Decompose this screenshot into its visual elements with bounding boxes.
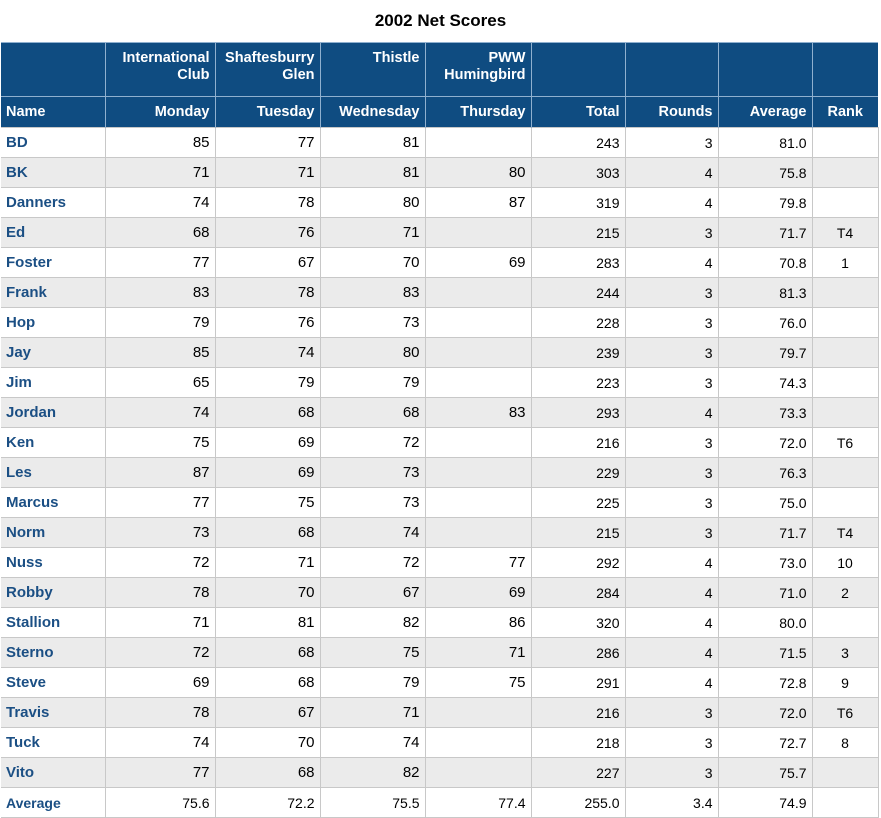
cell-tuesday: 74	[215, 338, 320, 368]
cell-wednesday: 73	[320, 308, 425, 338]
cell-rank	[812, 128, 878, 158]
cell-rank	[812, 188, 878, 218]
cell-average: 81.3	[718, 278, 812, 308]
cell-thursday	[425, 488, 531, 518]
cell-thursday: 71	[425, 638, 531, 668]
cell-rounds: 3	[625, 518, 718, 548]
cell-total: 303	[531, 158, 625, 188]
cell-name: Jordan	[1, 398, 105, 428]
table-row	[1, 518, 878, 548]
cell-monday: 85	[105, 128, 215, 158]
cell-wednesday: 79	[320, 668, 425, 698]
cell-thursday	[425, 428, 531, 458]
cell-total: 223	[531, 368, 625, 398]
table-row	[1, 458, 878, 488]
cell-rank: T6	[812, 428, 878, 458]
cell-tuesday: 78	[215, 278, 320, 308]
cell-total: 218	[531, 728, 625, 758]
cell-tuesday: 71	[215, 158, 320, 188]
table-row	[1, 698, 878, 728]
course-header-international-club: International Club	[105, 43, 215, 97]
cell-average: 79.8	[718, 188, 812, 218]
cell-wednesday: 72	[320, 548, 425, 578]
cell-thursday: 75	[425, 668, 531, 698]
cell-average: 80.0	[718, 608, 812, 638]
cell-thursday	[425, 338, 531, 368]
cell-monday: 65	[105, 368, 215, 398]
cell-wednesday: 68	[320, 398, 425, 428]
cell-rounds: 4	[625, 398, 718, 428]
cell-average: 75.8	[718, 158, 812, 188]
cell-rounds: 3	[625, 698, 718, 728]
cell-monday: 68	[105, 218, 215, 248]
cell-wednesday: 73	[320, 488, 425, 518]
cell-rounds: 4	[625, 578, 718, 608]
cell-monday: 78	[105, 698, 215, 728]
cell-total: 239	[531, 338, 625, 368]
average-row	[1, 788, 878, 818]
cell-thursday	[425, 128, 531, 158]
cell-rounds: 3	[625, 458, 718, 488]
cell-rank	[812, 788, 878, 818]
cell-rounds: 3	[625, 368, 718, 398]
cell-rounds: 4	[625, 638, 718, 668]
column-header-monday: Monday	[105, 97, 215, 128]
cell-rank: 2	[812, 578, 878, 608]
cell-rank	[812, 368, 878, 398]
cell-wednesday: 73	[320, 458, 425, 488]
cell-monday: 74	[105, 728, 215, 758]
course-header-row	[1, 43, 878, 97]
table-row	[1, 338, 878, 368]
cell-rounds: 4	[625, 248, 718, 278]
cell-total: 293	[531, 398, 625, 428]
cell-total: 291	[531, 668, 625, 698]
column-header-tuesday: Tuesday	[215, 97, 320, 128]
cell-rank	[812, 758, 878, 788]
cell-monday: 77	[105, 488, 215, 518]
cell-wednesday: 81	[320, 128, 425, 158]
cell-rounds: 3	[625, 728, 718, 758]
cell-tuesday: 71	[215, 548, 320, 578]
table-row	[1, 248, 878, 278]
cell-rounds: 4	[625, 668, 718, 698]
cell-tuesday: 69	[215, 458, 320, 488]
course-header-blank	[625, 43, 718, 97]
scores-table	[1, 42, 879, 818]
cell-rank: T4	[812, 518, 878, 548]
cell-average: 75.7	[718, 758, 812, 788]
cell-monday: 71	[105, 608, 215, 638]
cell-name: Tuck	[1, 728, 105, 758]
cell-name: Jay	[1, 338, 105, 368]
cell-rank	[812, 398, 878, 428]
cell-rank: T6	[812, 698, 878, 728]
cell-thursday	[425, 728, 531, 758]
cell-average: 74.3	[718, 368, 812, 398]
cell-average: 76.0	[718, 308, 812, 338]
course-header-blank	[1, 43, 105, 97]
cell-total: 216	[531, 698, 625, 728]
cell-thursday	[425, 758, 531, 788]
table-row	[1, 668, 878, 698]
cell-monday: 71	[105, 158, 215, 188]
cell-average: 71.5	[718, 638, 812, 668]
cell-thursday	[425, 278, 531, 308]
cell-name: Steve	[1, 668, 105, 698]
cell-wednesday: 79	[320, 368, 425, 398]
cell-name: Travis	[1, 698, 105, 728]
cell-name: Stallion	[1, 608, 105, 638]
cell-name: Frank	[1, 278, 105, 308]
cell-thursday	[425, 308, 531, 338]
cell-average: 72.8	[718, 668, 812, 698]
cell-tuesday: 68	[215, 758, 320, 788]
cell-wednesday: 70	[320, 248, 425, 278]
cell-rank: 3	[812, 638, 878, 668]
cell-rank	[812, 278, 878, 308]
table-row	[1, 158, 878, 188]
cell-total: 244	[531, 278, 625, 308]
cell-rounds: 3.4	[625, 788, 718, 818]
table-row	[1, 578, 878, 608]
cell-name: Norm	[1, 518, 105, 548]
cell-name: Danners	[1, 188, 105, 218]
cell-rounds: 3	[625, 278, 718, 308]
table-row	[1, 608, 878, 638]
cell-total: 229	[531, 458, 625, 488]
table-row	[1, 488, 878, 518]
cell-rounds: 4	[625, 548, 718, 578]
cell-rank	[812, 338, 878, 368]
cell-monday: 83	[105, 278, 215, 308]
cell-wednesday: 82	[320, 608, 425, 638]
cell-average: 73.3	[718, 398, 812, 428]
cell-rounds: 4	[625, 608, 718, 638]
cell-name: BD	[1, 128, 105, 158]
column-header-rank: Rank	[812, 97, 878, 128]
cell-rank	[812, 308, 878, 338]
cell-monday: 75.6	[105, 788, 215, 818]
cell-average: 71.7	[718, 518, 812, 548]
page-title: 2002 Net Scores	[374, 11, 507, 30]
cell-tuesday: 69	[215, 428, 320, 458]
cell-rank	[812, 608, 878, 638]
column-header-row	[1, 97, 878, 128]
cell-rounds: 3	[625, 308, 718, 338]
cell-average: 72.7	[718, 728, 812, 758]
table-row	[1, 758, 878, 788]
column-header-thursday: Thursday	[425, 97, 531, 128]
table-row	[1, 368, 878, 398]
cell-tuesday: 77	[215, 128, 320, 158]
cell-average: 72.0	[718, 698, 812, 728]
cell-name: Robby	[1, 578, 105, 608]
cell-total: 225	[531, 488, 625, 518]
cell-monday: 72	[105, 548, 215, 578]
cell-tuesday: 78	[215, 188, 320, 218]
table-row	[1, 728, 878, 758]
cell-rounds: 3	[625, 128, 718, 158]
cell-monday: 87	[105, 458, 215, 488]
cell-thursday	[425, 368, 531, 398]
cell-rounds: 4	[625, 188, 718, 218]
cell-name: Foster	[1, 248, 105, 278]
cell-total: 215	[531, 518, 625, 548]
cell-wednesday: 75	[320, 638, 425, 668]
cell-tuesday: 67	[215, 248, 320, 278]
cell-thursday: 69	[425, 248, 531, 278]
cell-monday: 72	[105, 638, 215, 668]
cell-wednesday: 83	[320, 278, 425, 308]
cell-thursday: 87	[425, 188, 531, 218]
cell-wednesday: 71	[320, 218, 425, 248]
cell-wednesday: 81	[320, 158, 425, 188]
cell-monday: 74	[105, 188, 215, 218]
cell-tuesday: 79	[215, 368, 320, 398]
cell-total: 227	[531, 758, 625, 788]
cell-rounds: 3	[625, 428, 718, 458]
cell-average: 70.8	[718, 248, 812, 278]
cell-name: Hop	[1, 308, 105, 338]
cell-total: 215	[531, 218, 625, 248]
cell-tuesday: 70	[215, 578, 320, 608]
cell-monday: 75	[105, 428, 215, 458]
cell-rounds: 4	[625, 158, 718, 188]
cell-wednesday: 80	[320, 338, 425, 368]
cell-average: 81.0	[718, 128, 812, 158]
cell-thursday: 83	[425, 398, 531, 428]
cell-tuesday: 76	[215, 218, 320, 248]
table-row	[1, 218, 878, 248]
table-row	[1, 398, 878, 428]
cell-wednesday: 74	[320, 728, 425, 758]
cell-tuesday: 67	[215, 698, 320, 728]
cell-monday: 77	[105, 248, 215, 278]
cell-monday: 74	[105, 398, 215, 428]
table-row	[1, 638, 878, 668]
cell-monday: 85	[105, 338, 215, 368]
cell-thursday	[425, 698, 531, 728]
cell-tuesday: 72.2	[215, 788, 320, 818]
table-row	[1, 428, 878, 458]
cell-wednesday: 71	[320, 698, 425, 728]
cell-name: Marcus	[1, 488, 105, 518]
table-row	[1, 188, 878, 218]
cell-rounds: 3	[625, 488, 718, 518]
cell-tuesday: 75	[215, 488, 320, 518]
cell-total: 320	[531, 608, 625, 638]
cell-name: Jim	[1, 368, 105, 398]
cell-thursday	[425, 518, 531, 548]
cell-monday: 73	[105, 518, 215, 548]
cell-wednesday: 74	[320, 518, 425, 548]
cell-rank	[812, 488, 878, 518]
cell-name: Sterno	[1, 638, 105, 668]
cell-name: Ken	[1, 428, 105, 458]
cell-total: 283	[531, 248, 625, 278]
cell-total: 243	[531, 128, 625, 158]
table-row	[1, 278, 878, 308]
table-row	[1, 308, 878, 338]
cell-monday: 77	[105, 758, 215, 788]
cell-average: 79.7	[718, 338, 812, 368]
column-header-rounds: Rounds	[625, 97, 718, 128]
cell-average: 76.3	[718, 458, 812, 488]
cell-wednesday: 67	[320, 578, 425, 608]
cell-tuesday: 81	[215, 608, 320, 638]
column-header-wednesday: Wednesday	[320, 97, 425, 128]
course-header-blank	[531, 43, 625, 97]
cell-thursday: 86	[425, 608, 531, 638]
cell-rank: 1	[812, 248, 878, 278]
column-header-name: Name	[1, 97, 105, 128]
cell-total: 228	[531, 308, 625, 338]
course-header-thistle: Thistle	[320, 43, 425, 97]
cell-rank: 8	[812, 728, 878, 758]
cell-average: 75.0	[718, 488, 812, 518]
cell-total: 255.0	[531, 788, 625, 818]
cell-monday: 79	[105, 308, 215, 338]
table-row	[1, 548, 878, 578]
cell-wednesday: 72	[320, 428, 425, 458]
cell-tuesday: 68	[215, 398, 320, 428]
cell-name: Nuss	[1, 548, 105, 578]
cell-rank: T4	[812, 218, 878, 248]
cell-name: Les	[1, 458, 105, 488]
cell-name: Ed	[1, 218, 105, 248]
course-header-pww-humingbird: PWW Humingbird	[425, 43, 531, 97]
cell-tuesday: 68	[215, 668, 320, 698]
cell-monday: 69	[105, 668, 215, 698]
cell-rank	[812, 458, 878, 488]
cell-tuesday: 70	[215, 728, 320, 758]
cell-average: 71.0	[718, 578, 812, 608]
cell-thursday	[425, 458, 531, 488]
cell-thursday: 69	[425, 578, 531, 608]
cell-total: 286	[531, 638, 625, 668]
cell-thursday: 77	[425, 548, 531, 578]
cell-name: Average	[1, 788, 105, 818]
cell-total: 292	[531, 548, 625, 578]
cell-tuesday: 76	[215, 308, 320, 338]
cell-thursday	[425, 218, 531, 248]
column-header-average: Average	[718, 97, 812, 128]
cell-wednesday: 75.5	[320, 788, 425, 818]
cell-thursday: 80	[425, 158, 531, 188]
course-header-blank	[718, 43, 812, 97]
cell-rounds: 3	[625, 338, 718, 368]
cell-average: 73.0	[718, 548, 812, 578]
cell-rank: 10	[812, 548, 878, 578]
cell-rounds: 3	[625, 218, 718, 248]
cell-name: Vito	[1, 758, 105, 788]
course-header-shaftesburry-glen: Shaftesburry Glen	[215, 43, 320, 97]
cell-total: 216	[531, 428, 625, 458]
column-header-total: Total	[531, 97, 625, 128]
cell-wednesday: 82	[320, 758, 425, 788]
cell-total: 284	[531, 578, 625, 608]
cell-tuesday: 68	[215, 518, 320, 548]
cell-tuesday: 68	[215, 638, 320, 668]
cell-total: 319	[531, 188, 625, 218]
cell-average: 71.7	[718, 218, 812, 248]
cell-average: 74.9	[718, 788, 812, 818]
table-row	[1, 128, 878, 158]
course-header-blank	[812, 43, 878, 97]
cell-rank	[812, 158, 878, 188]
cell-rank: 9	[812, 668, 878, 698]
cell-monday: 78	[105, 578, 215, 608]
cell-name: BK	[1, 158, 105, 188]
cell-wednesday: 80	[320, 188, 425, 218]
cell-average: 72.0	[718, 428, 812, 458]
cell-thursday: 77.4	[425, 788, 531, 818]
cell-rounds: 3	[625, 758, 718, 788]
